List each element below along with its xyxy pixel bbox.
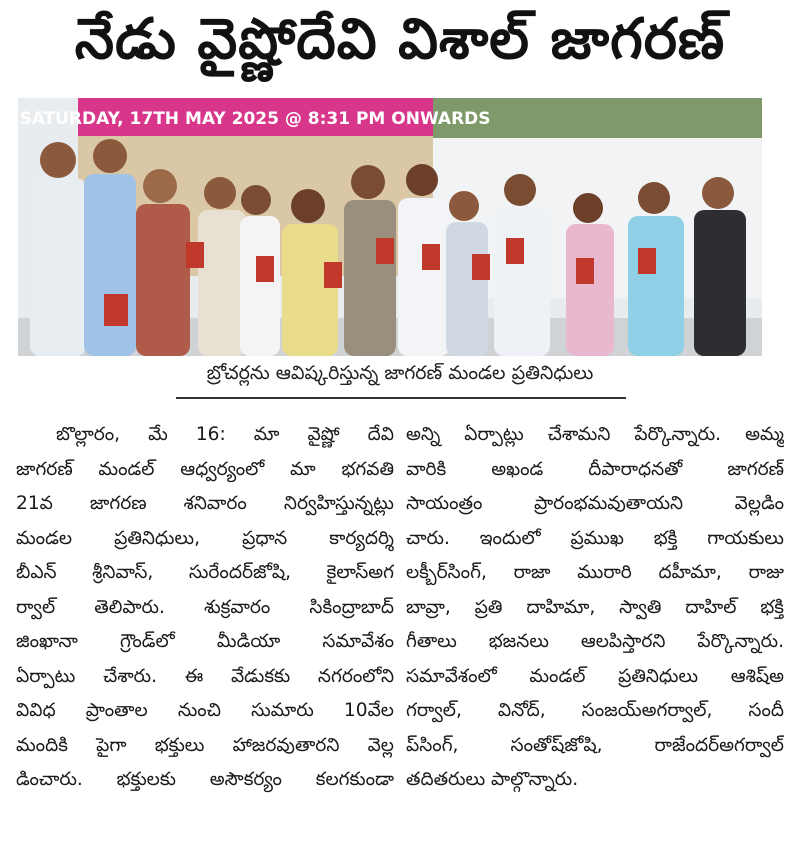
article-line: మండల ప్రతినిధులు, ప్రధాన కార్యదర్శి	[16, 527, 394, 549]
headline-text: నేడు వైష్ణోదేవి విశాల్ జాగరణ్	[74, 6, 726, 72]
banner-text: SATURDAY, 17TH MAY 2025 @ 8:31 PM ONWARDS	[19, 109, 491, 129]
article-line: ప్‌సింగ్, సంతోష్‌జోషి, రాజేందర్‌అగర్వాల్	[406, 734, 784, 756]
article-line: సాయంత్రం ప్రారంభమవుతాయని వెల్లడిం	[406, 493, 784, 514]
article-line: బీఎన్ శ్రీనివాస్, సురేందర్‌జోషి, కైలాస్‌అగ	[16, 562, 394, 583]
article-line: బావ్రా, ప్రతి దాహిమా, స్వాతి దాహిల్ భక్తి	[406, 596, 784, 618]
article-line: గీతాలు భజనలు ఆలపిస్తారని పేర్కొన్నారు.	[406, 631, 784, 652]
article-column-left	[16, 418, 394, 798]
news-photo-image	[18, 98, 762, 356]
article-line: 21వ జాగరణ శనివారం నిర్వహిస్తున్నట్లు	[16, 493, 394, 514]
article-line: ర్వాల్ తెలిపారు. శుక్రవారం సికింద్రాబాద్	[16, 596, 394, 618]
article-line: సమావేశంలో మండల్ ప్రతినిధులు ఆశిష్‌అ	[406, 665, 784, 687]
article-line: డించారు. భక్తులకు అసౌకర్యం కలగకుండా	[16, 769, 394, 790]
article-line: మందికి పైగా భక్తులు హాజరవుతారని వెల్ల	[16, 734, 394, 756]
article-line: వారికి అఖండ దీపారాధనతో జాగరణ్	[406, 458, 784, 480]
article-line: జింఖానా గ్రౌండ్‌లో మీడియా సమావేశం	[16, 631, 394, 652]
article-line: బొల్లారం, మే 16: మా వైష్ణో దేవి	[56, 424, 394, 445]
article-line: వివిధ ప్రాంతాల నుంచి సుమారు 10వేల	[16, 700, 394, 721]
news-photo	[18, 98, 762, 356]
article-line: తదితరులు పాల్గొన్నారు.	[406, 769, 579, 790]
article-column-right	[406, 418, 784, 798]
article-line: లక్బీర్‌సింగ్, రాజా మురారి దహీమా, రాజు	[406, 562, 784, 583]
article-line: అన్ని ఏర్పాట్లు చేశామని పేర్కొన్నారు. అమ్మ	[406, 424, 784, 445]
headline	[0, 0, 800, 92]
photo-caption: బ్రోచర్లను ఆవిష్కరిస్తున్న జాగరణ్ మండల ప్రతినిధులు	[206, 362, 594, 384]
article-line: జాగరణ్ మండల్ ఆధ్వర్యంలో మా భగవతి	[16, 458, 394, 480]
article-line: చారు. ఇందులో ప్రముఖ భక్తి గాయకులు	[406, 527, 784, 549]
article-line: ఏర్పాటు చేశారు. ఈ వేడుకకు నగరంలోని	[16, 665, 394, 687]
article-line: గర్వాల్, వినోద్, సంజయ్‌అగర్వాల్, సందీ	[406, 700, 784, 721]
caption-divider	[176, 397, 626, 399]
